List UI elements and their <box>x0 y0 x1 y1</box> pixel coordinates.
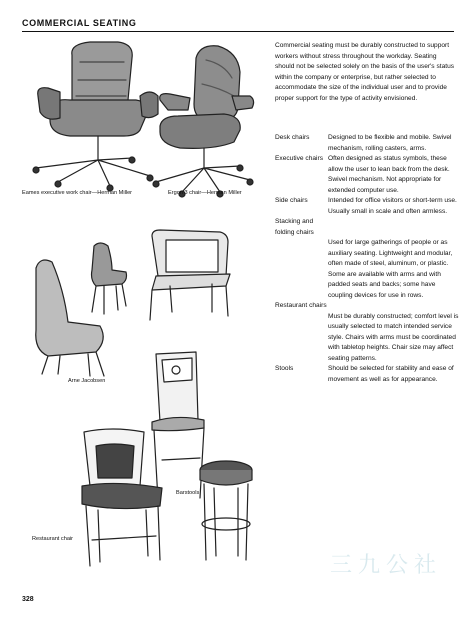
page-number: 328 <box>22 596 34 603</box>
intro-paragraph: Commercial seating must be durably constructed to support workers without stress throughout the workday. Seating should not be selected solely on the basis of the user's status within the company or enterprise, but rather selected to accommodate the size of the individual user and to provide proper support for the type of activity envisioned. <box>275 42 455 102</box>
side-chair-illustration <box>150 230 230 320</box>
page-header: COMMERCIAL SEATING <box>22 18 137 28</box>
caption-jacobsen: Arne Jacobsen <box>68 378 106 384</box>
description: Must be durably constructed; comfort level is usually selected to match intended service style. Chairs with arms must be coordinated with tabletop heights. Chair size may affect seating patterns. <box>328 312 459 362</box>
term: Desk chairs <box>275 134 310 141</box>
term: Stacking and folding chairs <box>275 218 314 236</box>
barstool-round-illustration <box>200 461 252 560</box>
term: Restaurant chairs <box>275 302 327 309</box>
description: Designed to be flexible and mobile. Swivel mechanism, rolling casters, arms. <box>328 134 452 152</box>
description: Intended for office visitors or short-term use. Usually small in scale and often armless. <box>328 197 457 215</box>
caption-barstools: Barstools <box>176 490 200 496</box>
description: Often designed as status symbols, these allow the user to lean back from the desk. Swivel mechanism. Not appropriate for extended computer use. <box>328 155 450 194</box>
term: Executive chairs <box>275 155 324 162</box>
watermark-text: 三九公社 <box>330 553 443 578</box>
description: Should be selected for stability and ease of movement as well as for appearance. <box>328 365 454 383</box>
description: Used for large gatherings of people or as auxiliary seating. Lightweight and modular, often made of steel, aluminum, or plastic. Some are available with arms and with padded seats and backs; some have coupling devices for use in rows. <box>328 239 453 299</box>
ergon-chair-illustration <box>153 46 254 197</box>
caption-eames: Eames executive work chair—Herman Miller <box>22 190 133 196</box>
term: Side chairs <box>275 197 308 204</box>
term: Stools <box>275 365 294 372</box>
jacobsen-chair-small-illustration <box>92 243 127 314</box>
eames-chair-illustration <box>33 42 158 191</box>
barstool-back-illustration <box>152 352 204 500</box>
caption-ergon: Ergon 3 chair—Herman Miller <box>168 190 242 196</box>
restaurant-chair-illustration <box>82 429 162 566</box>
caption-restaurant: Restaurant chair <box>32 536 74 542</box>
